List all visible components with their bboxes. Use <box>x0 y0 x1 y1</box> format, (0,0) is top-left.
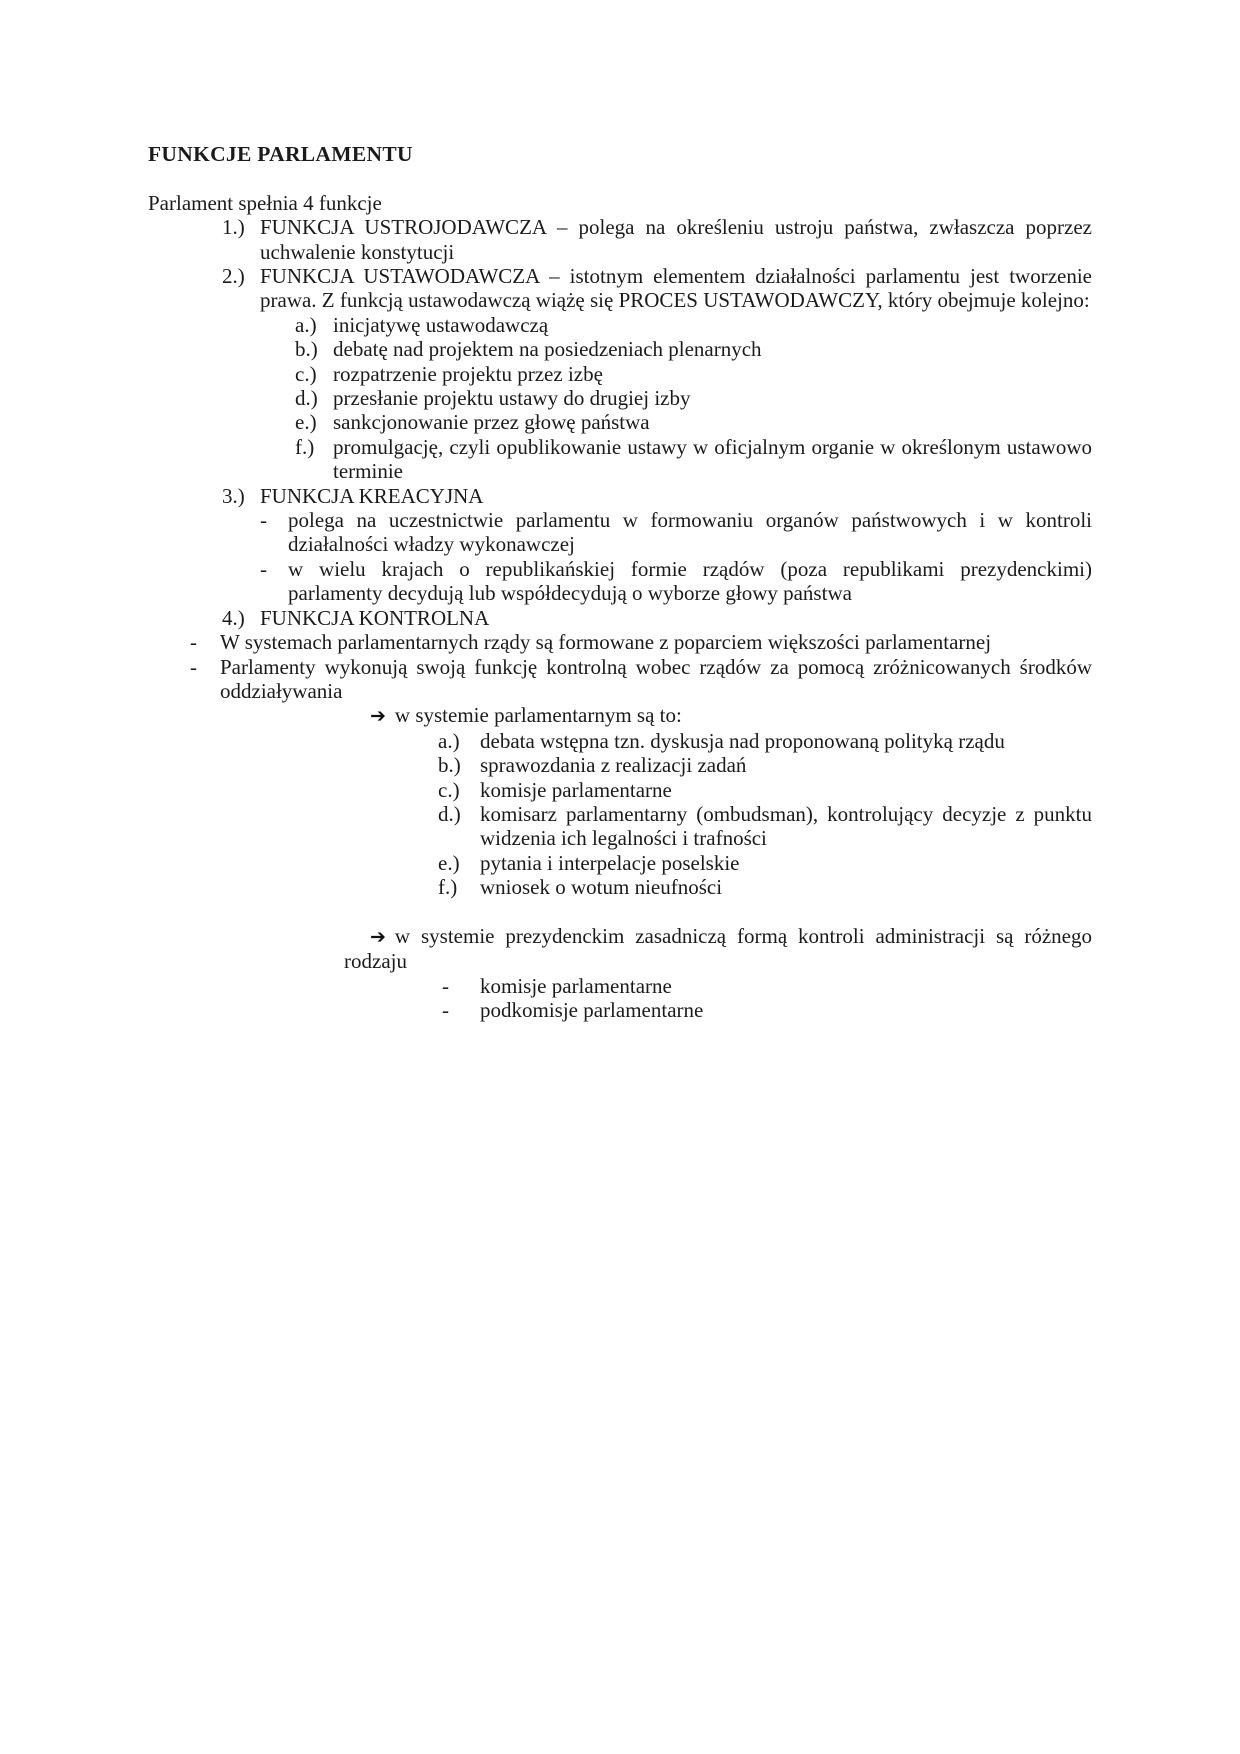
list-item-text: promulgację, czyli opublikowanie ustawy w oficjalnym organie w określonym ustawowo terminie <box>333 434 1092 484</box>
letter-item-c <box>148 778 1092 802</box>
list-item-text: FUNKCJA USTAWODAWCZA – istotnym elementem działalności parlamentu jest tworzenie prawa. Z funkcją ustawodawczą wiążę się PROCES USTAWODAWCZY, który obejmuje kolejno: <box>260 264 1092 313</box>
dash-item <box>148 630 1092 654</box>
dash-bullet: - <box>190 630 197 655</box>
blank-line <box>148 900 1092 924</box>
dash-item <box>148 974 1092 998</box>
arrow-paragraph-2 <box>344 924 1092 974</box>
dash-item <box>148 655 1092 704</box>
list-item-text: pytania i interpelacje poselskie <box>480 850 740 875</box>
list-item-text: Parlamenty wykonują swoją funkcję kontrolną wobec rządów za pomocą zróżnicowanych środków oddziaływania <box>220 654 1092 703</box>
list-marker: 4.) <box>222 605 245 630</box>
letter-item-e <box>148 851 1092 875</box>
list-marker: 1.) <box>222 215 245 240</box>
letter-item-f <box>148 875 1092 899</box>
list-item-text: rozpatrzenie projektu przez izbę <box>333 361 603 386</box>
letter-item-d <box>148 802 1092 851</box>
dash-bullet: - <box>442 998 449 1023</box>
list-item-text: podkomisje parlamentarne <box>480 998 704 1023</box>
list-item-text: sprawozdania z realizacji zadań <box>480 753 747 778</box>
arrow-paragraph-1 <box>344 703 1092 728</box>
dash-item <box>148 508 1092 557</box>
numbered-item-2 <box>148 264 1092 313</box>
list-marker: 3.) <box>222 483 245 508</box>
letter-item-a <box>148 313 1092 337</box>
list-item-text: inicjatywę ustawodawczą <box>333 312 549 337</box>
list-marker: 2.) <box>222 264 245 289</box>
list-item-text: W systemach parlamentarnych rządy są formowane z poparciem większości parlamentarnej <box>220 630 992 655</box>
list-marker: f.) <box>438 875 458 900</box>
arrow-icon: ➔ <box>370 925 386 948</box>
list-marker: e.) <box>438 850 460 875</box>
letter-item-e <box>148 410 1092 434</box>
letter-item-f <box>148 435 1092 484</box>
numbered-item-4 <box>148 606 1092 630</box>
list-item-text: przesłanie projektu ustawy do drugiej izby <box>333 386 691 411</box>
list-marker: d.) <box>295 386 318 411</box>
letter-item-a <box>148 729 1092 753</box>
document-title: FUNKCJE PARLAMENTU <box>148 142 413 166</box>
arrow-paragraph-text: w systemie parlamentarnym są to: <box>394 703 682 728</box>
list-marker: c.) <box>438 777 460 802</box>
dash-bullet: - <box>442 973 449 998</box>
list-item-text: wniosek o wotum nieufności <box>480 875 723 900</box>
list-item-text: polega na uczestnictwie parlamentu w formowaniu organów państwowych i w kontroli działalności władzy wykonawczej <box>288 508 1092 557</box>
list-marker: f.) <box>295 434 315 459</box>
dash-bullet: - <box>260 556 267 581</box>
list-marker: a.) <box>438 728 460 753</box>
dash-bullet: - <box>260 508 267 533</box>
list-item-text: sankcjonowanie przez głowę państwa <box>333 410 650 435</box>
letter-item-b <box>148 753 1092 777</box>
dash-item <box>148 557 1092 606</box>
letter-item-b <box>148 337 1092 361</box>
list-item-heading: FUNKCJA KREACYJNA <box>260 483 484 508</box>
list-item-text: komisarz parlamentarny (ombudsman), kontrolujący decyzje z punktu widzenia ich legalności i trafności <box>480 801 1092 851</box>
list-item-text: debatę nad projektem na posiedzeniach plenarnych <box>333 337 762 362</box>
list-marker: b.) <box>438 753 461 778</box>
list-marker: c.) <box>295 361 317 386</box>
letter-item-d <box>148 386 1092 410</box>
numbered-item-3 <box>148 484 1092 508</box>
list-item-text: komisje parlamentarne <box>480 973 672 998</box>
list-marker: d.) <box>438 801 461 826</box>
intro-line: Parlament spełnia 4 funkcje <box>148 190 382 215</box>
list-item-text: w wielu krajach o republikańskiej formie rządów (poza republikami prezydenckimi) parlamenty decydują lub współdecydują o wyborze głowy państwa <box>288 556 1092 606</box>
arrow-icon: ➔ <box>370 705 386 728</box>
arrow-paragraph-text: w systemie prezydenckim zasadniczą formą kontroli administracji są różnego rodzaju <box>344 923 1092 974</box>
letter-item-c <box>148 362 1092 386</box>
list-item-text: FUNKCJA USTROJODAWCZA – polega na określeniu ustroju państwa, zwłaszcza poprzez uchwalenie konstytucji <box>260 215 1092 264</box>
dash-bullet: - <box>190 654 197 679</box>
list-item-text: debata wstępna tzn. dyskusja nad proponowaną polityką rządu <box>480 728 1005 753</box>
list-item-heading: FUNKCJA KONTROLNA <box>260 605 490 630</box>
list-item-text: komisje parlamentarne <box>480 777 672 802</box>
numbered-item-1 <box>148 215 1092 264</box>
list-marker: a.) <box>295 312 317 337</box>
dash-item <box>148 998 1092 1022</box>
document-content <box>148 142 1092 1023</box>
list-marker: b.) <box>295 337 318 362</box>
list-marker: e.) <box>295 410 317 435</box>
